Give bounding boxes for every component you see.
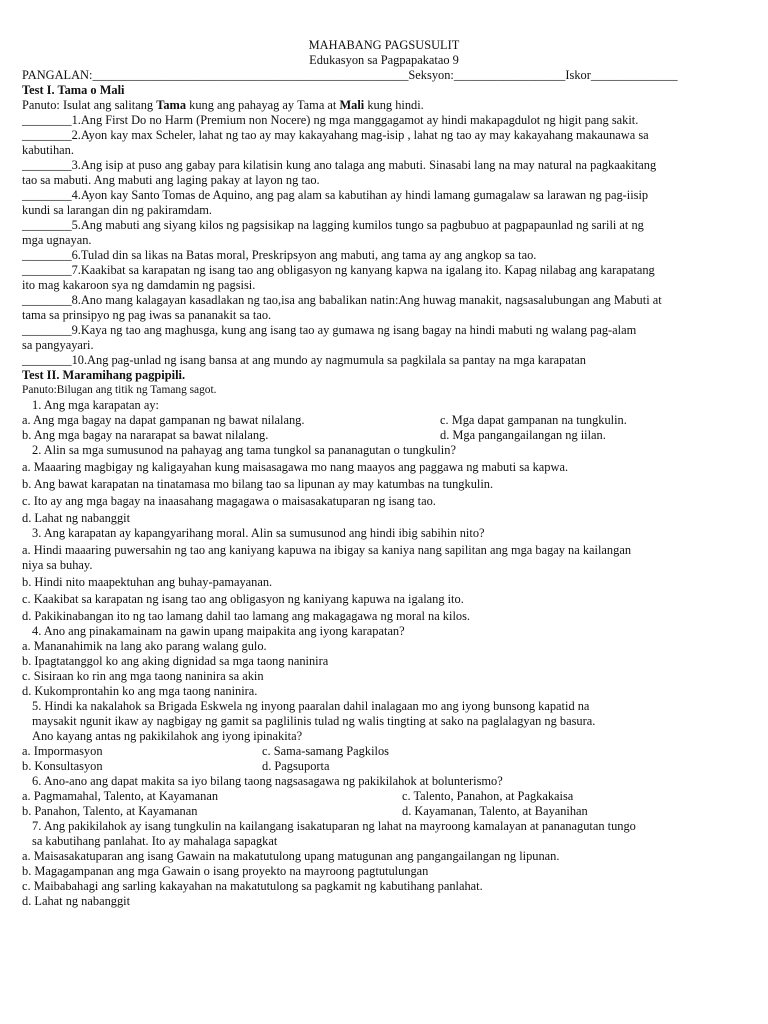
test2-heading: Test II. Maramihang pagpipili. [22, 368, 186, 382]
choice-b: b. Konsultasyon [22, 759, 103, 773]
question-text: 6. Ano-ano ang dapat makita sa iyo bilang taong nagsasagawa ng pakikilahok at bolunterismo? [32, 774, 503, 788]
test1-instructions: Panuto: Isulat ang salitang Tama kung ang pahayag ay Tama at Mali kung hindi. [22, 98, 424, 112]
choice-d: d. Lahat ng nabanggit [22, 511, 131, 525]
question-text: 2. Alin sa mga sumusunod na pahayag ang tama tungkol sa pananagutan o tungkulin? [32, 443, 456, 457]
question-text-cont: sa kabutihang panlahat. Ito ay mahalaga sapagkat [32, 834, 278, 848]
choice-d: d. Pakikinabangan ito ng tao lamang dahil tao lamang ang makagagawa ng moral na kilos. [22, 609, 471, 623]
tf-item-3: ________3.Ang isip at puso ang gabay para kilatisin kung ano talaga ang mabuti. Sinasabi lang na may natural na pagkaakitang [22, 158, 657, 172]
question-text-cont: maysakit ngunit ikaw ay nagbigay ng gamit sa paglilinis tulad ng walis tingting at sako na paglalagyan ng basura. [32, 714, 596, 728]
tf-item-5-cont: mga ugnayan. [22, 233, 92, 247]
choice-c: c. Sama-samang Pagkilos [262, 744, 389, 758]
tf-item-9-cont: sa pangyayari. [22, 338, 94, 352]
question-text: 3. Ang karapatan ay kapangyarihang moral. Alin sa sumusunod ang hindi ibig sabihin nito? [32, 526, 485, 540]
tf-item-4-cont: kundi sa larangan din ng pakiramdam. [22, 203, 212, 217]
choice-a-cont: niya sa buhay. [22, 558, 93, 572]
choice-b: b. Ang mga bagay na nararapat sa bawat nilalang. [22, 428, 269, 442]
student-info-line: PANGALAN:___________________________________________________Seksyon:__________________Iskor______________ [22, 68, 678, 82]
exam-subject: Edukasyon sa Pagpapakatao 9 [309, 53, 459, 67]
test1-heading: Test I. Tama o Mali [22, 83, 125, 97]
test2-instructions: Panuto:Bilugan ang titik ng Tamang sagot. [22, 384, 217, 396]
test1-items [22, 113, 746, 368]
choice-a: a. Hindi maaaring puwersahin ng tao ang kaniyang kapuwa na ibigay sa kaniya nang sapilitan ang mga bagay na kailangan [22, 543, 632, 557]
choice-b: b. Ang bawat karapatan na tinatamasa mo bilang tao sa lipunan ay may katumbas na tungkulin. [22, 477, 494, 491]
choice-c: c. Sisiraan ko rin ang mga taong naninira sa akin [22, 669, 264, 683]
question-text: 4. Ano ang pinakamainam na gawin upang maipakita ang iyong karapatan? [32, 624, 405, 638]
tf-item-9: ________9.Kaya ng tao ang maghusga, kung ang isang tao ay gumawa ng isang bagay na hindi mabuti ng walang pag-alam [22, 323, 637, 337]
tf-item-7-cont: ito mag kakaroon sya ng damdamin ng pagsisi. [22, 278, 256, 292]
choice-c: c. Ito ay ang mga bagay na inaasahang magagawa o maisasakatuparan ng isang tao. [22, 494, 436, 508]
choice-a: a. Mananahimik na lang ako parang walang gulo. [22, 639, 267, 653]
exam-title: MAHABANG PAGSUSULIT [308, 38, 460, 52]
tf-item-6: ________6.Tulad din sa likas na Batas moral, Preskripsyon ang mabuti, ang tama ay ang angkop sa tao. [22, 248, 537, 262]
question-text: 5. Hindi ka nakalahok sa Brigada Eskwela ng inyong paaralan dahil inalagaan mo ang iyong bunsong kapatid na [32, 699, 590, 713]
choice-a: a. Impormasyon [22, 744, 103, 758]
tf-item-4: ________4.Ayon kay Santo Tomas de Aquino, ang pag alam sa kabutihan ay hindi lamang gumagalaw sa larawan ng pag-iisip [22, 188, 649, 202]
tf-item-8-cont: tama sa prinsipyo ng pag iwas sa pananakit sa tao. [22, 308, 272, 322]
choice-d: d. Pagsuporta [262, 759, 330, 773]
choice-c: c. Mga dapat gampanan na tungkulin. [440, 413, 627, 427]
choice-d: d. Mga pangangailangan ng iilan. [440, 428, 606, 442]
tf-item-2-cont: kabutihan. [22, 143, 74, 157]
choice-b: b. Hindi nito maapektuhan ang buhay-pamayanan. [22, 575, 273, 589]
question-text: 1. Ang mga karapatan ay: [32, 398, 159, 412]
tf-item-3-cont: tao sa mabuti. Ang mabuti ang laging pakay at layon ng tao. [22, 173, 320, 187]
tf-item-10: ________10.Ang pag-unlad ng isang bansa at ang mundo ay nagmumula sa pagkilala sa pantay na mga karapatan [22, 353, 586, 367]
question-3 [22, 526, 746, 624]
choice-a: a. Maisasakatuparan ang isang Gawain na makatutulong upang matugunan ang pangangailangan ng lipunan. [22, 849, 560, 863]
question-text: 7. Ang pakikilahok ay isang tungkulin na kailangang isakatuparan ng lahat na mayroong kamalayan at pananagutan tungo [32, 819, 636, 833]
question-6 [22, 774, 746, 819]
question-4 [22, 624, 746, 699]
tf-item-2: ________2.Ayon kay max Scheler, lahat ng tao ay may kakayahang mag-isip , lahat ng tao ay may kakayahang makaunawa sa [22, 128, 649, 142]
question-7 [22, 819, 746, 909]
choice-c: c. Talento, Panahon, at Pagkakaisa [402, 789, 574, 803]
choice-b: b. Panahon, Talento, at Kayamanan [22, 804, 198, 818]
choice-b: b. Ipagtatanggol ko ang aking dignidad sa mga taong naninira [22, 654, 329, 668]
question-1 [22, 398, 746, 443]
question-2 [22, 443, 746, 526]
choice-b: b. Magagampanan ang mga Gawain o isang proyekto na mayroong pagtutulungan [22, 864, 429, 878]
choice-d: d. Kukomprontahin ko ang mga taong naninira. [22, 684, 258, 698]
tf-item-1: ________1.Ang First Do no Harm (Premium non Nocere) ng mga manggagamot ay hindi makapagdulot ng higit pang sakit. [22, 113, 639, 127]
question-5 [22, 699, 746, 774]
choice-d: d. Kayamanan, Talento, at Bayanihan [402, 804, 588, 818]
tf-item-5: ________5.Ang mabuti ang siyang kilos ng pagsisikap na lagging kumilos tungo sa pagbubuo at pagpapaunlad ng sarili at ng [22, 218, 644, 232]
question-text-cont: Ano kayang antas ng pakikilahok ang iyong ipinakita? [32, 729, 303, 743]
choice-c: c. Kaakibat sa karapatan ng isang tao ang obligasyon ng kaniyang kapuwa na igalang ito. [22, 592, 464, 606]
choice-c: c. Maibabahagi ang sarling kakayahan na makatutulong sa pagkamit ng kabutihang panlahat. [22, 879, 483, 893]
tf-item-7: ________7.Kaakibat sa karapatan ng isang tao ang obligasyon ng kanyang kapwa na igalang ito. Kapag nilabag ang karapatang [22, 263, 655, 277]
tf-item-8: ________8.Ano mang kalagayan kasadlakan ng tao,isa ang babalikan natin:Ang huwag manakit, nagsasalubungan ang Mabuti at [22, 293, 662, 307]
choice-d: d. Lahat ng nabanggit [22, 894, 131, 908]
choice-a: a. Pagmamahal, Talento, at Kayamanan [22, 789, 219, 803]
choice-a: a. Ang mga bagay na dapat gampanan ng bawat nilalang. [22, 413, 305, 427]
choice-a: a. Maaaring magbigay ng kaligayahan kung maisasagawa mo nang maayos ang paggawa ng mabuti sa kapwa. [22, 460, 569, 474]
